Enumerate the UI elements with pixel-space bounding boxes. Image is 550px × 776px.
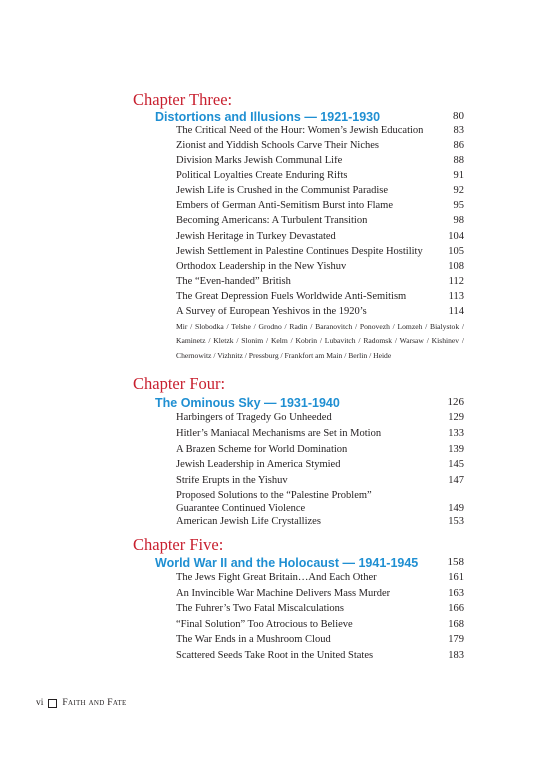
entry-page: 153: [448, 516, 464, 527]
entry-title: Strife Erupts in the Yishuv: [176, 476, 288, 486]
entry-title: A Survey of European Yeshivos in the 1920’s: [176, 307, 367, 317]
toc-entry[interactable]: [176, 445, 464, 456]
entry-page: 105: [448, 246, 464, 257]
toc-entry[interactable]: [176, 232, 464, 243]
toc-entry[interactable]: [176, 262, 464, 273]
entry-title: The Great Depression Fuels Worldwide Anti-Semitism: [176, 292, 407, 302]
part-page: 158: [447, 556, 464, 568]
toc-entry[interactable]: [176, 201, 464, 212]
toc-entry[interactable]: [176, 292, 464, 303]
entry-page: 108: [448, 261, 464, 272]
toc-entry[interactable]: [176, 517, 464, 528]
running-book-title: Faith and Fate: [62, 698, 127, 708]
toc-entry[interactable]: [176, 156, 464, 167]
toc-entry[interactable]: [176, 635, 464, 646]
entry-page: 86: [453, 140, 464, 151]
entry-title: Hitler’s Maniacal Mechanisms are Set in Motion: [176, 429, 382, 439]
entry-page: 114: [448, 306, 464, 317]
entry-title: The War Ends in a Mushroom Cloud: [176, 635, 331, 645]
entry-title: Orthodox Leadership in the New Yishuv: [176, 262, 347, 272]
page-numeral: vi: [36, 698, 44, 708]
toc-entry[interactable]: [176, 651, 464, 662]
toc-entry[interactable]: [176, 460, 464, 471]
entry-title: Division Marks Jewish Communal Life: [176, 156, 343, 166]
entry-page: 166: [448, 603, 464, 614]
toc-entry[interactable]: [176, 141, 464, 152]
entry-page: 149: [448, 503, 464, 514]
chapter-four-part[interactable]: [155, 397, 464, 410]
entry-page: 139: [448, 444, 464, 455]
entry-page: 88: [453, 155, 464, 166]
entry-page: 163: [448, 588, 464, 599]
entry-title: A Brazen Scheme for World Domination: [176, 445, 348, 455]
entry-title: Political Loyalties Create Enduring Rifts: [176, 171, 348, 181]
toc-entry[interactable]: [176, 277, 464, 288]
entry-page: 92: [453, 185, 464, 196]
part-page: 126: [447, 396, 464, 408]
entry-title: Proposed Solutions to the “Palestine Problem” Guarantee Continued Violence: [176, 490, 372, 514]
toc-entry[interactable]: [176, 247, 464, 258]
entry-page: 91: [453, 170, 464, 181]
entry-page: 133: [448, 428, 464, 439]
toc-entry[interactable]: [176, 429, 464, 440]
part-title: Distortions and Illusions — 1921-1930: [155, 110, 381, 124]
entry-title: Becoming Americans: A Turbulent Transition: [176, 216, 368, 226]
part-title: The Ominous Sky — 1931-1940: [155, 396, 340, 410]
entry-title: Zionist and Yiddish Schools Carve Their Niches: [176, 141, 379, 151]
toc-entry[interactable]: [176, 489, 464, 515]
entry-title: The Fuhrer’s Two Fatal Miscalculations: [176, 604, 345, 614]
entry-title: The Jews Fight Great Britain…And Each Other: [176, 573, 377, 583]
entry-title: The Critical Need of the Hour: Women’s Jewish Education: [176, 126, 424, 136]
toc-entry[interactable]: [176, 589, 464, 600]
yeshivos-list: Mir / Slobodka / Telshe / Grodno / Radin / Baranovitch / Ponovezh / Lomzeh / Bialystok / Kaminetz / Kletzk / Slonim / Kelm / Kobrin / Lubavitch / Radomsk / Warsaw / Kishinev / Chernowitz / Vizhnitz / Pressburg / Frankfort am Main / Berlin / Heide: [176, 322, 464, 360]
entry-title: Jewish Leadership in America Stymied: [176, 460, 341, 470]
toc-entry[interactable]: [176, 171, 464, 182]
entry-page: 104: [448, 231, 464, 242]
entry-title: Embers of German Anti-Semitism Burst into Flame: [176, 201, 393, 211]
entry-title: An Invincible War Machine Delivers Mass Murder: [176, 589, 391, 599]
chapter-four-label: Chapter Four:: [133, 374, 226, 393]
toc-entry[interactable]: [176, 186, 464, 197]
entry-title: Jewish Settlement in Palestine Continues Despite Hostility: [176, 247, 423, 257]
entry-title: The “Even-handed” British: [176, 277, 291, 287]
entry-title: American Jewish Life Crystallizes: [176, 517, 321, 527]
toc-entry[interactable]: [176, 573, 464, 584]
entry-page: 113: [448, 291, 464, 302]
chapter-five-part[interactable]: [155, 557, 464, 570]
entry-title: Jewish Life is Crushed in the Communist Paradise: [176, 186, 389, 196]
entry-title: Jewish Heritage in Turkey Devastated: [176, 232, 336, 242]
entry-page: 112: [448, 276, 464, 287]
entry-page: 168: [448, 619, 464, 630]
toc-entry[interactable]: [176, 216, 464, 227]
page-footer: [36, 698, 127, 708]
entry-page: 129: [448, 412, 464, 423]
entry-page: 98: [453, 215, 464, 226]
entry-title: Scattered Seeds Take Root in the United States: [176, 651, 374, 661]
toc-entry[interactable]: [176, 126, 464, 137]
toc-entry[interactable]: [176, 604, 464, 615]
toc-entry[interactable]: [176, 620, 464, 631]
toc-entry[interactable]: [176, 476, 464, 487]
entry-title: Harbingers of Tragedy Go Unheeded: [176, 413, 332, 423]
toc-entry[interactable]: [176, 307, 464, 318]
chapter-three-label: Chapter Three:: [133, 90, 233, 109]
entry-page: 95: [453, 200, 464, 211]
square-ornament-icon: [48, 699, 57, 708]
part-page: 80: [453, 110, 464, 122]
entry-page: 179: [448, 634, 464, 645]
chapter-five-label: Chapter Five:: [133, 535, 224, 554]
chapter-three-part[interactable]: [155, 111, 464, 124]
entry-page: 161: [448, 572, 464, 583]
entry-page: 83: [453, 125, 464, 136]
entry-page: 145: [448, 459, 464, 470]
entry-title: “Final Solution” Too Atrocious to Believe: [176, 620, 353, 630]
entry-page: 147: [448, 475, 464, 486]
toc-entry[interactable]: [176, 413, 464, 424]
part-title: World War II and the Holocaust — 1941-1945: [155, 556, 419, 570]
entry-page: 183: [448, 650, 464, 661]
